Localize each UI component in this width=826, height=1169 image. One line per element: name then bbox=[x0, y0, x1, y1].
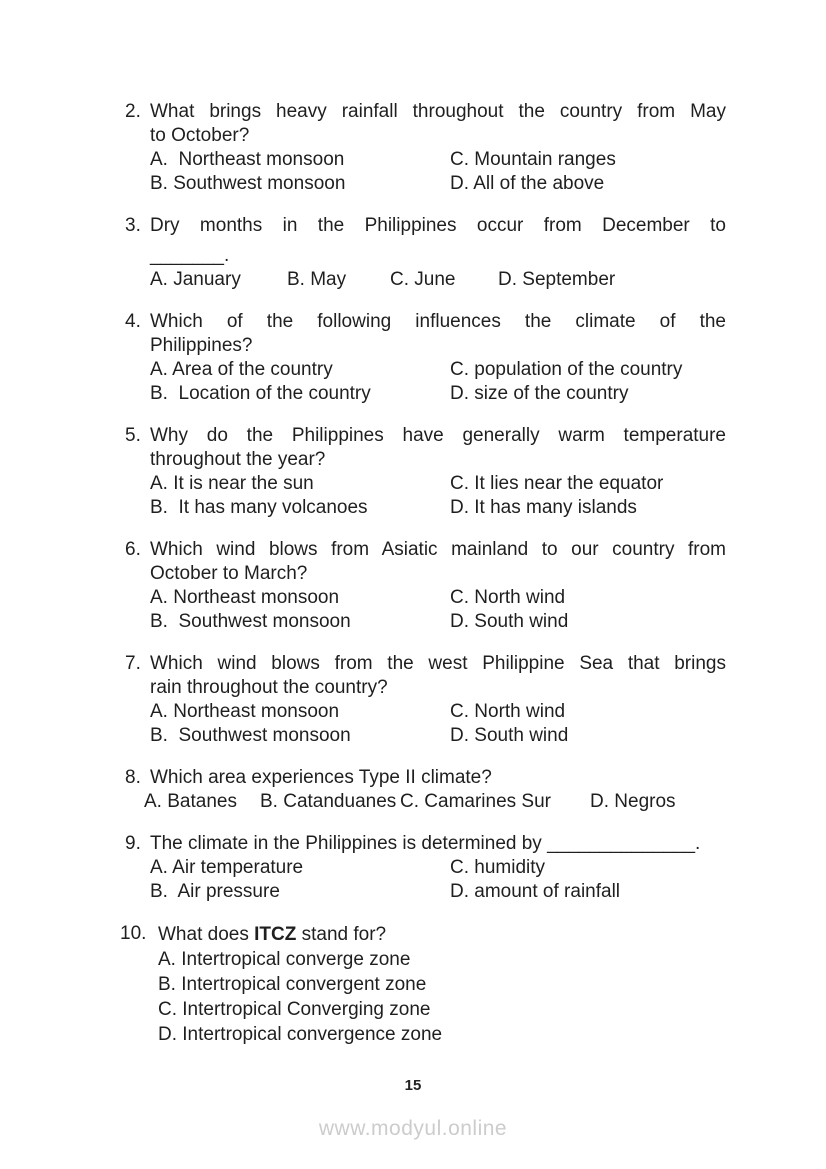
option-b: B. Location of the country bbox=[150, 383, 371, 404]
question-number: 7. bbox=[125, 653, 141, 674]
option-b: B. Catanduanes bbox=[260, 791, 397, 812]
question-text-line: October to March? bbox=[150, 563, 308, 584]
answer-blank: _______. bbox=[150, 245, 230, 266]
question-10 bbox=[120, 922, 726, 1047]
options-row bbox=[150, 148, 726, 172]
option-d: D. September bbox=[498, 269, 616, 290]
page-number: 15 bbox=[404, 1077, 422, 1094]
question-text-line: Which area experiences Type II climate? bbox=[150, 767, 492, 788]
question-text-line: to October? bbox=[150, 125, 250, 146]
question-body bbox=[150, 100, 726, 196]
question-3 bbox=[125, 214, 726, 292]
option-a: A. Northeast monsoon bbox=[150, 587, 340, 608]
option-a: A. Northeast monsoon bbox=[150, 701, 340, 722]
options-row bbox=[150, 358, 726, 382]
option-a: A. Intertropical converge zone bbox=[158, 949, 411, 970]
option-c: C. population of the country bbox=[450, 359, 683, 380]
option-d: D. size of the country bbox=[450, 383, 629, 404]
question-text-line: Why do the Philippines have generally warm temperature bbox=[150, 425, 726, 446]
options-row bbox=[150, 700, 726, 724]
option-a: A. Air temperature bbox=[150, 857, 304, 878]
question-text-suffix: stand for? bbox=[296, 924, 387, 945]
question-text-line: Philippines? bbox=[150, 335, 253, 356]
question-8 bbox=[125, 766, 726, 814]
option-a: A. Area of the country bbox=[150, 359, 333, 380]
question-body bbox=[150, 538, 726, 634]
option-d: D. Negros bbox=[590, 791, 676, 812]
question-text-bold-acronym: ITCZ bbox=[254, 924, 297, 945]
options-row bbox=[150, 610, 726, 634]
question-number: 5. bbox=[125, 425, 141, 446]
question-body bbox=[158, 922, 726, 1047]
question-number: 4. bbox=[125, 311, 141, 332]
option-a: A. It is near the sun bbox=[150, 473, 314, 494]
question-number: 10. bbox=[120, 923, 147, 944]
option-b: B. May bbox=[287, 269, 347, 290]
option-c: C. North wind bbox=[450, 701, 566, 722]
options-row bbox=[150, 496, 726, 520]
option-d: D. amount of rainfall bbox=[450, 881, 621, 902]
option-b: B. Air pressure bbox=[150, 881, 280, 902]
option-c: C. Mountain ranges bbox=[450, 149, 616, 170]
option-c: C. June bbox=[390, 269, 456, 290]
option-c: C. humidity bbox=[450, 857, 546, 878]
option-b: B. It has many volcanoes bbox=[150, 497, 368, 518]
question-text-line: rain throughout the country? bbox=[150, 677, 388, 698]
option-c: C. Intertropical Converging zone bbox=[158, 999, 431, 1020]
question-body bbox=[150, 652, 726, 748]
question-4 bbox=[125, 310, 726, 406]
question-number: 2. bbox=[125, 101, 141, 122]
question-7 bbox=[125, 652, 726, 748]
option-c: C. Camarines Sur bbox=[400, 791, 551, 812]
option-c: C. It lies near the equator bbox=[450, 473, 664, 494]
question-body bbox=[150, 832, 726, 904]
question-text-line bbox=[158, 922, 726, 947]
watermark-text: www.modyul.online bbox=[318, 1117, 508, 1140]
question-9 bbox=[125, 832, 726, 904]
option-b: B. Southwest monsoon bbox=[150, 173, 346, 194]
question-body bbox=[150, 214, 726, 292]
question-text-line: The climate in the Philippines is determined by ______________. bbox=[150, 833, 701, 854]
option-d: D. South wind bbox=[450, 611, 569, 632]
options-row bbox=[150, 472, 726, 496]
options-row bbox=[150, 856, 726, 880]
worksheet-page bbox=[120, 100, 726, 1065]
question-text-line: Which wind blows from the west Philippine Sea that brings bbox=[150, 653, 726, 674]
question-body bbox=[150, 424, 726, 520]
options-row bbox=[150, 724, 726, 748]
option-c: C. North wind bbox=[450, 587, 566, 608]
question-text-line: Which wind blows from Asiatic mainland to our country from bbox=[150, 539, 726, 560]
question-number: 6. bbox=[125, 539, 141, 560]
question-text-line: throughout the year? bbox=[150, 449, 326, 470]
option-d: D. It has many islands bbox=[450, 497, 637, 518]
option-d: D. South wind bbox=[450, 725, 569, 746]
option-b: B. Intertropical convergent zone bbox=[158, 974, 427, 995]
question-text-line: What brings heavy rainfall throughout the country from May bbox=[150, 101, 726, 122]
options-row bbox=[150, 880, 726, 904]
options-row bbox=[150, 268, 726, 292]
question-number: 8. bbox=[125, 767, 141, 788]
options-row bbox=[144, 790, 726, 814]
question-number: 3. bbox=[125, 215, 141, 236]
question-text-line: Dry months in the Philippines occur from December to bbox=[150, 215, 726, 236]
question-2 bbox=[125, 100, 726, 196]
option-b: B. Southwest monsoon bbox=[150, 611, 351, 632]
question-body bbox=[150, 310, 726, 406]
option-a: A. January bbox=[150, 269, 241, 290]
question-5 bbox=[125, 424, 726, 520]
option-d: D. All of the above bbox=[450, 173, 605, 194]
option-b: B. Southwest monsoon bbox=[150, 725, 351, 746]
question-text-prefix: What does bbox=[158, 924, 255, 945]
question-number: 9. bbox=[125, 833, 141, 854]
question-6 bbox=[125, 538, 726, 634]
options-row bbox=[150, 586, 726, 610]
options-row bbox=[150, 172, 726, 196]
question-body bbox=[144, 766, 726, 814]
option-a: A. Batanes bbox=[144, 791, 237, 812]
options-row bbox=[150, 382, 726, 406]
option-d: D. Intertropical convergence zone bbox=[158, 1024, 443, 1045]
question-text-line: Which of the following influences the climate of the bbox=[150, 311, 726, 332]
option-a: A. Northeast monsoon bbox=[150, 149, 345, 170]
